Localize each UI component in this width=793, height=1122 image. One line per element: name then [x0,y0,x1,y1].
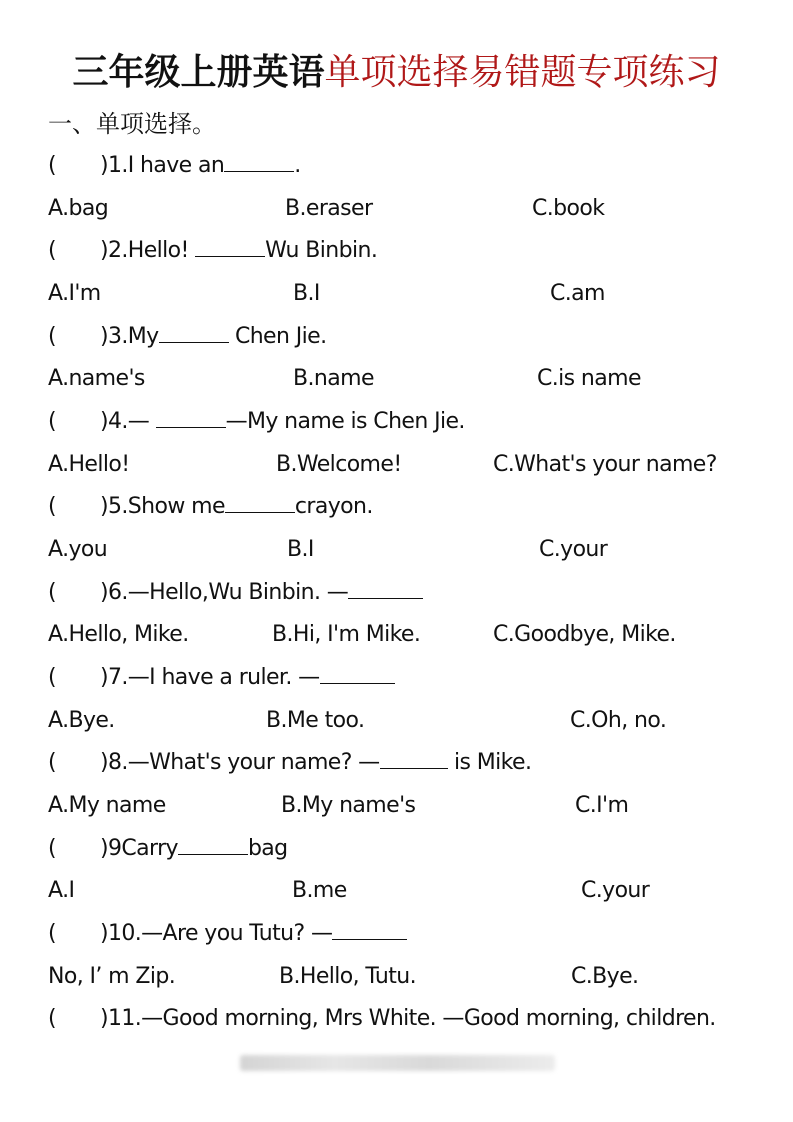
option-c-q8[interactable]: C.I'm [575,793,629,818]
answer-paren-close: ) [99,921,108,946]
fill-blank[interactable] [224,151,294,172]
question-text-after: Chen Jie. [228,324,327,349]
fill-blank[interactable] [225,492,295,513]
question-text: 8.—What's your name? — [107,750,380,775]
answer-paren-close: ) [99,1006,108,1030]
option-c-q6[interactable]: C.Goodbye, Mike. [493,622,676,647]
question-10 [48,919,407,949]
option-c-q9[interactable]: C.your [581,878,650,903]
answer-paren-close: ) [99,836,108,861]
question-text: 6.—Hello,Wu Binbin. — [107,580,349,605]
answer-paren-open: ( [48,921,56,946]
option-c-q2[interactable]: C.am [550,281,605,306]
option-c-q3[interactable]: C.is name [537,366,641,391]
question-5 [48,492,373,522]
answer-paren-open: ( [48,1006,56,1030]
option-b-q3[interactable]: B.name [293,366,374,391]
option-c-q1[interactable]: C.book [532,196,605,221]
question-4 [48,407,465,437]
answer-paren-close: ) [99,665,108,690]
question-text-after: crayon. [294,494,373,519]
option-c-q4[interactable]: C.What's your name? [493,452,717,477]
option-b-q1[interactable]: B.eraser [285,196,373,221]
fill-blank[interactable] [195,236,265,257]
fill-blank[interactable] [332,919,407,940]
answer-paren-open: ( [48,153,56,178]
fill-blank[interactable] [380,748,448,769]
question-text-after: . [294,153,301,178]
answer-paren-open: ( [48,238,56,263]
question-text: 7.—I have a ruler. — [107,665,320,690]
option-c-q7[interactable]: C.Oh, no. [570,708,667,733]
question-2 [48,236,377,266]
fill-blank[interactable] [348,578,423,599]
answer-paren-open: ( [48,836,56,861]
answer-paren-open: ( [48,750,56,775]
question-6 [48,578,423,608]
question-text: 10.—Are you Tutu? — [107,921,333,946]
answer-paren-close: ) [99,324,108,349]
option-a-q2[interactable]: A.I'm [48,281,101,306]
option-a-q1[interactable]: A.bag [48,196,109,221]
question-text-after: —My name is Chen Jie. [225,409,465,434]
question-text: 9Carry [107,836,178,861]
section-heading: 一、单项选择。 [48,110,216,138]
question-1 [48,151,301,181]
answer-paren-open: ( [48,324,56,349]
question-7 [48,663,395,693]
option-b-q6[interactable]: B.Hi, I'm Mike. [272,622,421,647]
option-a-q4[interactable]: A.Hello! [48,452,130,477]
option-b-q7[interactable]: B.Me too. [266,708,365,733]
option-b-q8[interactable]: B.My name's [281,793,416,818]
answer-paren-close: ) [99,238,108,263]
question-text: 2.Hello! [107,238,196,263]
question-text: 1.I have an [107,153,225,178]
option-a-q5[interactable]: A.you [48,537,108,562]
fill-blank[interactable] [178,834,248,855]
title-grade: 三年级上册英语 [72,51,325,93]
answer-paren-close: ) [99,750,108,775]
option-a-q6[interactable]: A.Hello, Mike. [48,622,189,647]
question-text-after: is Mike. [447,750,532,775]
option-b-q9[interactable]: B.me [292,878,347,903]
answer-paren-close: ) [99,409,108,434]
question-text-after: Wu Binbin. [265,238,378,263]
question-3 [48,322,326,352]
answer-paren-open: ( [48,409,56,434]
fill-blank[interactable] [320,663,395,684]
question-9 [48,834,288,864]
option-a-q8[interactable]: A.My name [48,793,166,818]
question-11 [48,1004,716,1030]
option-a-q7[interactable]: A.Bye. [48,708,115,733]
question-text: 11.—Good morning, Mrs White. —Good morning, children. [107,1006,716,1030]
answer-paren-close: ) [99,494,108,519]
option-b-q4[interactable]: B.Welcome! [276,452,402,477]
option-b-q10[interactable]: B.Hello, Tutu. [279,964,417,989]
option-b-q5[interactable]: B.I [287,537,314,562]
answer-paren-close: ) [99,153,108,178]
worksheet-title [0,48,793,97]
question-text: 4.— [107,409,156,434]
answer-paren-open: ( [48,580,56,605]
option-a-q9[interactable]: A.I [48,878,75,903]
fill-blank[interactable] [156,407,226,428]
option-a-q3[interactable]: A.name's [48,366,145,391]
question-text-after: bag [247,836,288,861]
fill-blank[interactable] [159,322,229,343]
option-c-q5[interactable]: C.your [539,537,608,562]
option-b-q2[interactable]: B.I [293,281,320,306]
question-text: 5.Show me [107,494,225,519]
option-a-q10[interactable]: No, I’ m Zip. [48,964,176,989]
question-text: 3.My [107,324,159,349]
answer-paren-close: ) [99,580,108,605]
blurred-footer [240,1055,555,1071]
answer-paren-open: ( [48,665,56,690]
option-c-q10[interactable]: C.Bye. [571,964,639,989]
answer-paren-open: ( [48,494,56,519]
title-topic: 单项选择易错题专项练习 [324,52,721,93]
question-8 [48,748,531,778]
